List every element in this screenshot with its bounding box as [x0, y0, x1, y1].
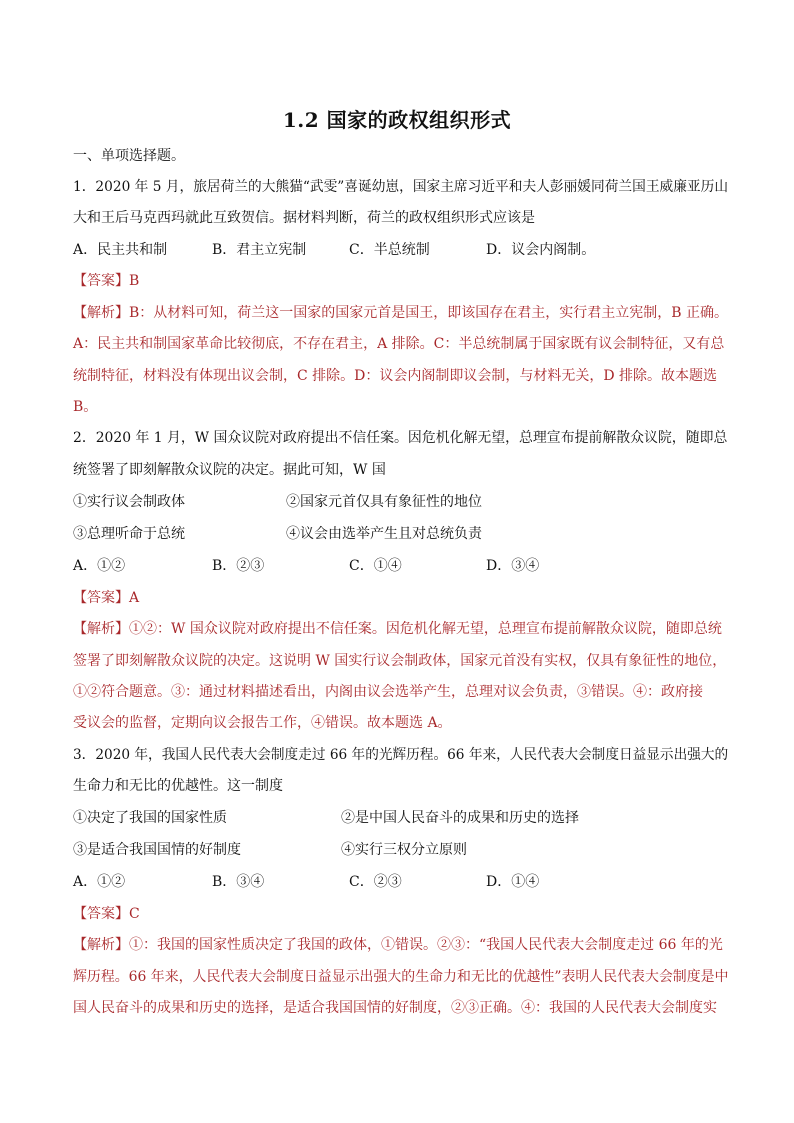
- q2-option-d: D．③④: [486, 558, 540, 574]
- q2-option-a: A．①②: [73, 558, 126, 574]
- q1-analysis-line-2: A：民主共和制国家革命比较彻底，不存在君主，A 排除。C：半总统制属于国家既有议会制特征，又有总: [73, 336, 725, 352]
- q2-analysis-line-2: 签署了即刻解散众议院的决定。这说明 W 国实行议会制政体，国家元首没有实权，仅具有象征性的地位，: [73, 653, 727, 669]
- q1-option-a: A．民主共和制: [73, 242, 168, 258]
- q3-option-a: A．①②: [73, 874, 126, 890]
- q1-option-d: D．议会内阁制。: [486, 242, 596, 258]
- q2-item-1: ①实行议会制政体: [73, 494, 185, 510]
- q1-stem-line-2: 大和王后马克西玛就此互致贺信。据材料判断，荷兰的政权组织形式应该是: [73, 210, 535, 226]
- q2-option-c: C．①④: [349, 558, 402, 574]
- q2-item-3: ③总理听命于总统: [73, 526, 185, 542]
- q1-analysis-line-3: 统制特征，材料没有体现出议会制，C 排除。D：议会内阁制即议会制，与材料无关，D 排除。故本题选: [73, 368, 718, 384]
- q3-analysis-line-3: 国人民奋斗的成果和历史的选择，是适合我国国情的好制度，②③正确。④：我国的人民代表大会制度实: [73, 1000, 717, 1016]
- q1-stem-line-1: 1．2020 年 5 月，旅居荷兰的大熊猫“武雯”喜诞幼崽，国家主席习近平和夫人彭丽媛同荷兰国王威廉亚历山: [73, 179, 729, 195]
- q1-answer: 【答案】B: [73, 273, 140, 289]
- q3-item-3: ③是适合我国国情的好制度: [73, 842, 241, 858]
- q1-analysis-line-4: B。: [73, 399, 98, 415]
- q3-option-c: C．②③: [349, 874, 402, 890]
- q1-analysis-line-1: 【解析】B：从材料可知，荷兰这一国家的国家元首是国王，即该国存在君主，实行君主立宪制，B 正确。: [73, 305, 729, 321]
- q2-analysis-line-3: ①②符合题意。③：通过材料描述看出，内阁由议会选举产生，总理对议会负责，③错误。④：政府接: [73, 684, 703, 700]
- q3-analysis-line-1: 【解析】①：我国的国家性质决定了我国的政体，①错误。②③：“我国人民代表大会制度走过 66 年的光: [73, 937, 723, 953]
- q2-answer: 【答案】A: [73, 590, 140, 606]
- q2-item-2: ②国家元首仅具有象征性的地位: [286, 494, 482, 510]
- page-title: 1.2 国家的政权组织形式: [282, 108, 512, 132]
- q2-stem-line-2: 统签署了即刻解散众议院的决定。据此可知，W 国: [73, 462, 386, 478]
- q3-option-b: B．③④: [212, 874, 265, 890]
- q3-option-d: D．①④: [486, 874, 540, 890]
- q2-item-4: ④议会由选举产生且对总统负责: [286, 526, 482, 542]
- q2-analysis-line-4: 受议会的监督，定期向议会报告工作，④错误。故本题选 A。: [73, 715, 452, 731]
- section-heading: 一、单项选择题。: [73, 148, 185, 164]
- q2-option-b: B．②③: [212, 558, 265, 574]
- q2-analysis-line-1: 【解析】①②：W 国众议院对政府提出不信任案。因危机化解无望，总理宣布提前解散众议院，随即总统: [73, 621, 722, 637]
- q3-item-4: ④实行三权分立原则: [341, 842, 467, 858]
- q3-analysis-line-2: 辉历程。66 年来，人民代表大会制度日益显示出强大的生命力和无比的优越性”表明人民代表大会制度是中: [73, 969, 729, 985]
- q3-item-1: ①决定了我国的国家性质: [73, 810, 227, 826]
- q3-stem-line-2: 生命力和无比的优越性。这一制度: [73, 778, 283, 794]
- q2-stem-line-1: 2．2020 年 1 月，W 国众议院对政府提出不信任案。因危机化解无望，总理宣布提前解散众议院，随即总: [73, 430, 728, 446]
- q1-option-b: B．君主立宪制: [212, 242, 307, 258]
- q3-answer: 【答案】C: [73, 906, 140, 922]
- q3-item-2: ②是中国人民奋斗的成果和历史的选择: [341, 810, 579, 826]
- q3-stem-line-1: 3．2020 年，我国人民代表大会制度走过 66 年的光辉历程。66 年来，人民代表大会制度日益显示出强大的: [73, 747, 729, 763]
- q1-option-c: C．半总统制: [349, 242, 430, 258]
